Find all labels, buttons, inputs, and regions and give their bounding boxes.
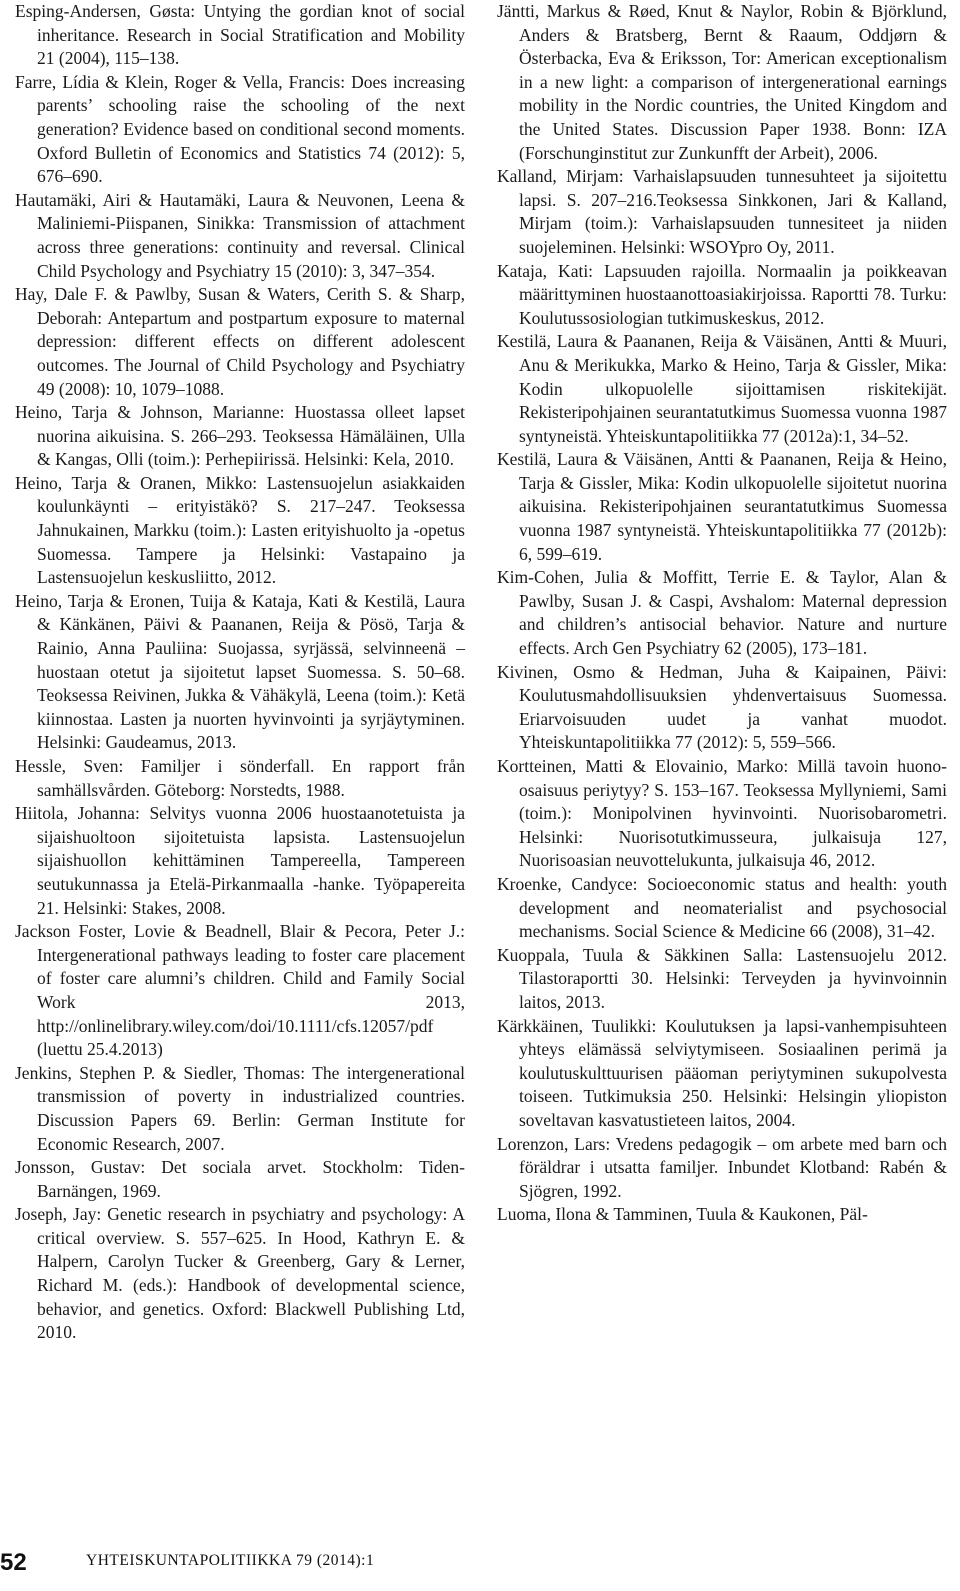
reference-column-right: [497, 0, 947, 1227]
page-footer: [0, 1548, 960, 1578]
reference-entry: Joseph, Jay: Genetic research in psychiatry and psychology: A critical overview. S. 557–625. In Hood, Kathryn E. & Halpern, Carolyn Tucker & Greenberg, Gary & Lerner, Richard M. (eds.): Handbook of developmental science, behavior, and genetics. Oxford: Blackwell Publishing Ltd, 2010.: [15, 1204, 465, 1343]
reference-entry: Luoma, Ilona & Tamminen, Tuula & Kaukonen, Päl-: [497, 1204, 868, 1225]
reference-entry: Jackson Foster, Lovie & Beadnell, Blair & Pecora, Peter J.: Intergenerational pathways leading to foster care placement of foster care alumni’s children. Child and Family Social Work 2013, http://onlinelibrary.wiley.com/doi/10.1111/cfs.12057/pdf (luettu 25.4.2013): [15, 921, 465, 1060]
reference-entry: Kestilä, Laura & Väisänen, Antti & Paananen, Reija & Heino, Tarja & Gissler, Mika: Kodin ulkopuolelle sijoitetut nuorina aikuisina. Rekisteripohjainen seurantatutkimus Suomessa vuonna 1987 syntyneistä. Yhteiskuntapolitiikka 77 (2012b): 6, 599–619.: [497, 449, 947, 564]
reference-entry: Kalland, Mirjam: Varhaislapsuuden tunnesuhteet ja sijoitettu lapsi. S. 207–216.Teoksessa Sinkkonen, Jari & Kalland, Mirjam (toim.): Varhaislapsuuden tunnesiteet ja niiden suojeleminen. Helsinki: WSOYpro Oy, 2011.: [497, 166, 947, 257]
reference-entry: Kataja, Kati: Lapsuuden rajoilla. Normaalin ja poikkeavan määrittyminen huostaanottoasiakirjoissa. Raportti 78. Turku: Koulutussosiologian tutkimuskeskus, 2012.: [497, 260, 947, 328]
reference-entry: Kivinen, Osmo & Hedman, Juha & Kaipainen, Päivi: Koulutusmahdollisuuksien yhdenvertaisuus Suomessa. Eriarvoisuuden uudet ja vanhat muodot. Yhteiskuntapolitiikka 77 (2012): 5, 559–566.: [497, 661, 947, 753]
reference-entry: Kestilä, Laura & Paananen, Reija & Väisänen, Antti & Muuri, Anu & Merikukka, Marko & Heino, Tarja & Gissler, Mika: Kodin ulkopuolelle sijoittamisen riskitekijät. Rekisteripohjainen seurantatutkimus Suomessa vuonna 1987 syntyneistä. Yhteiskuntapolitiikka 77 (2012a):1, 34–52.: [497, 331, 947, 446]
reference-entry: Kroenke, Candyce: Socioeconomic status and health: youth development and neomaterialist and psychosocial mechanisms. Social Science & Medicine 66 (2008), 31–42.: [497, 873, 947, 942]
reference-entry: Heino, Tarja & Eronen, Tuija & Kataja, Kati & Kestilä, Laura & Känkänen, Päivi & Paananen, Reija & Pösö, Tarja & Rainio, Anna Pauliina: Suojassa, syrjässä, selvinneenä – huostaan otetut ja sijoitetut lapset Suomessa. S. 50–68. Teoksessa Reivinen, Jukka & Vähäkylä, Leena (toim.): Ketä kiinnostaa. Lasten ja nuorten hyvinvointi ja syrjäytyminen. Helsinki: Gaudeamus, 2013.: [15, 590, 465, 753]
reference-entry: Jonsson, Gustav: Det sociala arvet. Stockholm: Tiden-Barnängen, 1969.: [15, 1157, 465, 1201]
reference-entry: Hay, Dale F. & Pawlby, Susan & Waters, Cerith S. & Sharp, Deborah: Antepartum and postpartum exposure to maternal depression: different effects on different adolescent outcomes. The Journal of Child Psychology and Psychiatry 49 (2008): 10, 1079–1088.: [15, 284, 465, 399]
reference-entry: Lorenzon, Lars: Vredens pedagogik – om arbete med barn och föräldrar i utsatta familjer. Inbundet Klotband: Rabén & Sjögren, 1992.: [497, 1133, 947, 1201]
reference-column-left: [15, 0, 465, 1345]
reference-entry: Jenkins, Stephen P. & Siedler, Thomas: The intergenerational transmission of poverty in industrialized countries. Discussion Papers 69. Berlin: German Institute for Economic Research, 2007.: [15, 1062, 465, 1154]
journal-title: YHTEISKUNTAPOLITIIKKA 79 (2014):1: [86, 1552, 375, 1569]
reference-entry: Kuoppala, Tuula & Säkkinen Salla: Lastensuojelu 2012. Tilastoraportti 30. Helsinki: Terveyden ja hyvinvoinnin laitos, 2013.: [497, 944, 947, 1012]
reference-entry: Heino, Tarja & Oranen, Mikko: Lastensuojelun asiakkaiden koulunkäynti – erityistäkö? S. 217–247. Teoksessa Jahnukainen, Markku (toim.): Lasten erityishuolto ja -opetus Suomessa. Tampere ja Helsinki: Vastapaino ja Lastensuojelun keskusliitto, 2012.: [15, 472, 465, 588]
reference-entry: Esping-Andersen, Gøsta: Untying the gordian knot of social inheritance. Research in Social Stratification and Mobility 21 (2004), 115–138.: [15, 1, 465, 69]
reference-entry: Hessle, Sven: Familjer i sönderfall. En rapport från samhällsvården. Göteborg: Norstedts, 1988.: [15, 756, 465, 800]
reference-entry: Kärkkäinen, Tuulikki: Koulutuksen ja lapsi-vanhempisuhteen yhteys elämässä selviytymiseen. Sosiaalinen perimä ja koulutuskulttuurisen pääoman periytyminen sukupolvesta toiseen. Tutkimuksia 250. Helsinki: Helsingin yliopiston soveltavan kasvatustieteen laitos, 2004.: [497, 1015, 947, 1130]
reference-entry: Jäntti, Markus & Røed, Knut & Naylor, Robin & Björklund, Anders & Bratsberg, Bernt & Raaum, Oddjørn & Österbacka, Eva & Eriksson, Tor: American exceptionalism in a new light: a comparison of intergenerational earnings mobility in the Nordic countries, the United Kingdom and the United States. Discussion Paper 1938. Bonn: IZA (Forschunginstitut zur Zunkunfft der Arbeit), 2006.: [497, 1, 947, 163]
reference-entry: Farre, Lídia & Klein, Roger & Vella, Francis: Does increasing parents’ schooling raise the schooling of the next generation? Evidence based on conditional second moments. Oxford Bulletin of Economics and Statistics 74 (2012): 5, 676–690.: [15, 71, 465, 187]
reference-entry: Heino, Tarja & Johnson, Marianne: Huostassa olleet lapset nuorina aikuisina. S. 266–293. Teoksessa Hämäläinen, Ulla & Kangas, Olli (toim.): Perhepiirissä. Helsinki: Kela, 2010.: [15, 402, 465, 470]
reference-entry: Kortteinen, Matti & Elovainio, Marko: Millä tavoin huono-osaisuus periytyy? S. 153–167. Teoksessa Myllyniemi, Sami (toim.): Monipolvinen hyvinvointi. Nuorisobarometri. Helsinki: Nuorisotutkimusseura, julkaisuja 127, Nuorisoasian neuvottelukunta, julkaisuja 46, 2012.: [497, 756, 947, 871]
reference-entry: Hiitola, Johanna: Selvitys vuonna 2006 huostaanotetuista ja sijaishuoltoon sijoitetuista lapsista. Lastensuojelun sijaishuollon kehittäminen Tampereella, Tampereen seutukunnassa ja Etelä-Pirkanmaalla -hanke. Työpapereita 21. Helsinki: Stakes, 2008.: [15, 803, 465, 918]
page-number: 52: [0, 1549, 27, 1576]
reference-entry: Hautamäki, Airi & Hautamäki, Laura & Neuvonen, Leena & Maliniemi-Piispanen, Sinikka: Transmission of attachment across three generations: continuity and reversal. Clinical Child Psychology and Psychiatry 15 (2010): 3, 347–354.: [15, 189, 465, 281]
reference-entry: Kim-Cohen, Julia & Moffitt, Terrie E. & Taylor, Alan & Pawlby, Susan J. & Caspi, Avshalom: Maternal depression and children’s antisocial behavior. Nature and nurture effects. Arch Gen Psychiatry 62 (2005), 173–181.: [497, 567, 947, 659]
